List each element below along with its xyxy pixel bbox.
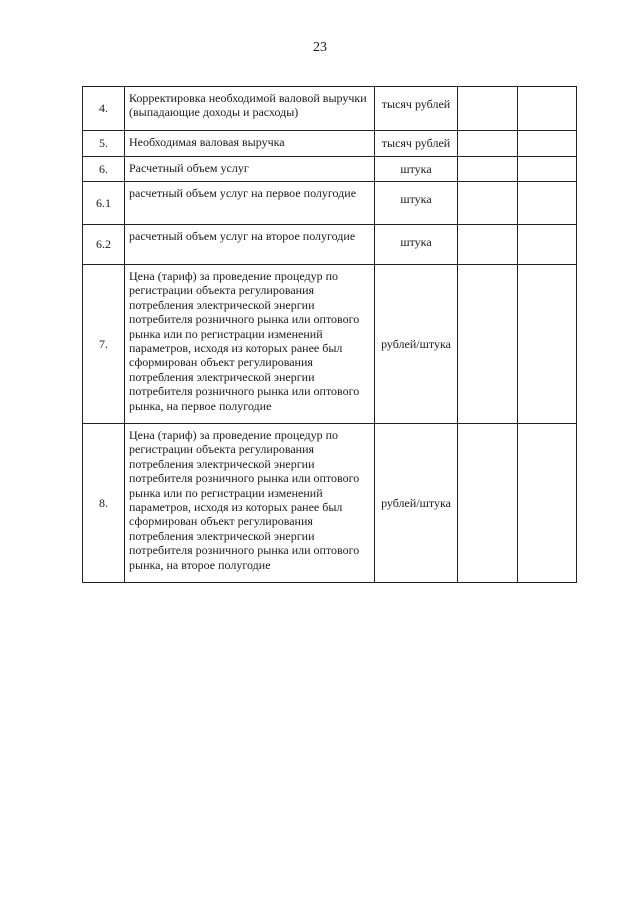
table-row [83, 424, 577, 583]
row-unit: тысяч рублей [375, 87, 458, 131]
row-number: 6.1 [83, 182, 125, 225]
row-description: Расчетный объем услуг [125, 157, 375, 182]
row-value-2 [518, 157, 577, 182]
row-unit: штука [375, 225, 458, 265]
row-value-2 [518, 225, 577, 265]
page-number: 23 [313, 40, 327, 55]
row-unit: штука [375, 182, 458, 225]
row-value-2 [518, 265, 577, 424]
tariff-table [82, 86, 577, 583]
row-description: Цена (тариф) за проведение процедур по регистрации объекта регулирования потребления электрической энергии потребителя розничного рынка или оптового рынка или по регистрации изменений параметров, исходя из которых ранее был сформирован объект регулирования потребления электрической энергии потребителя розничного рынка или оптового рынка, на второе полугодие [125, 424, 375, 583]
row-unit: штука [375, 157, 458, 182]
table-row [83, 225, 577, 265]
row-value-1 [458, 265, 518, 424]
row-number: 8. [83, 424, 125, 583]
row-unit: рублей/штука [375, 265, 458, 424]
row-number: 4. [83, 87, 125, 131]
row-value-2 [518, 131, 577, 157]
row-unit: тысяч рублей [375, 131, 458, 157]
row-number: 7. [83, 265, 125, 424]
row-number: 5. [83, 131, 125, 157]
row-value-2 [518, 182, 577, 225]
table-row [83, 265, 577, 424]
row-value-1 [458, 182, 518, 225]
row-unit: рублей/штука [375, 424, 458, 583]
table-row [83, 87, 577, 131]
table-row [83, 157, 577, 182]
row-value-1 [458, 87, 518, 131]
row-value-1 [458, 131, 518, 157]
row-description: Корректировка необходимой валовой выручки (выпадающие доходы и расходы) [125, 87, 375, 131]
row-number: 6. [83, 157, 125, 182]
row-value-2 [518, 424, 577, 583]
row-description: Необходимая валовая выручка [125, 131, 375, 157]
table-row [83, 182, 577, 225]
row-value-2 [518, 87, 577, 131]
table-row [83, 131, 577, 157]
row-value-1 [458, 225, 518, 265]
row-description: расчетный объем услуг на второе полугодие [125, 225, 375, 265]
row-value-1 [458, 424, 518, 583]
row-number: 6.2 [83, 225, 125, 265]
row-value-1 [458, 157, 518, 182]
row-description: Цена (тариф) за проведение процедур по регистрации объекта регулирования потребления электрической энергии потребителя розничного рынка или оптового рынка или по регистрации изменений параметров, исходя из которых ранее был сформирован объект регулирования потребления электрической энергии потребителя розничного рынка или оптового рынка, на первое полугодие [125, 265, 375, 424]
row-description: расчетный объем услуг на первое полугодие [125, 182, 375, 225]
